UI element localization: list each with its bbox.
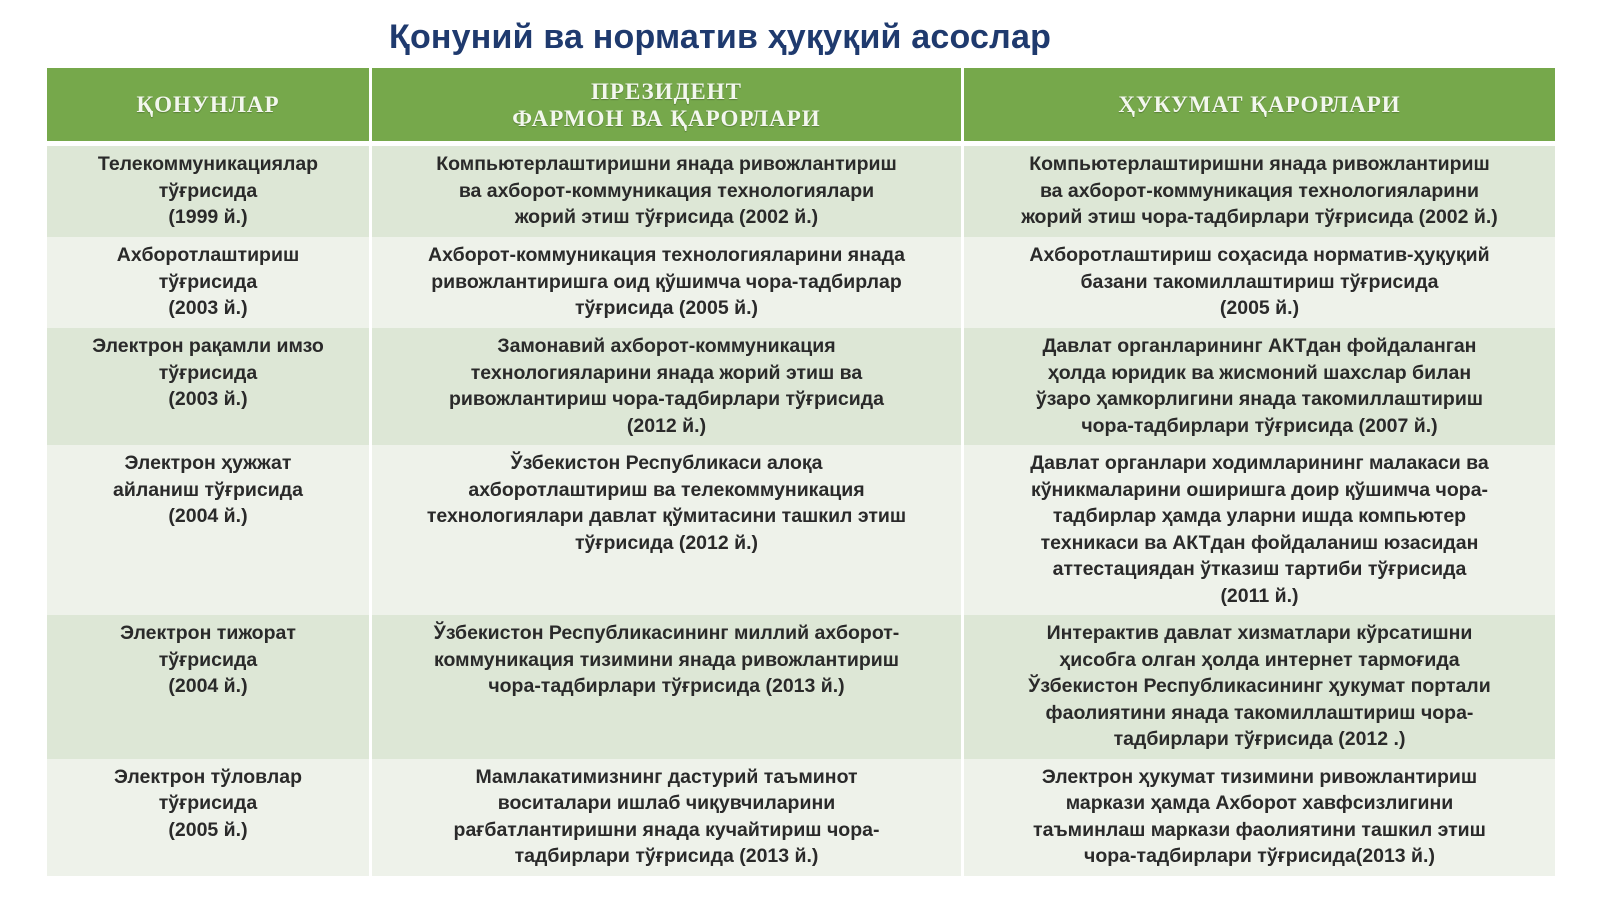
government-resolution-cell: Давлат органларининг АКТдан фойдаланган ҳолда юридик ва жисмоний шахслар билан ўзаро ҳамкорлигини янада такомиллаштириш чора-тадбирлари тўғрисида (2007 й.) [963,328,1557,445]
president-decree-cell: Ахборот-коммуникация технологияларини янада ривожлантиришга оид қўшимча чора-тадбирлар тўғрисида (2005 й.) [371,237,963,328]
legal-basis-table [44,68,1558,876]
law-cell: Электрон тўловлар тўғрисида (2005 й.) [46,759,371,876]
table-row [46,328,1557,445]
president-decree-cell: Компьютерлаштиришни янада ривожлантириш ва ахборот-коммуникация технологиялари жорий этиш тўғрисида (2002 й.) [371,144,963,238]
president-decree-cell: Замонавий ахборот-коммуникация технологияларини янада жорий этиш ва ривожлантириш чора-тадбирлари тўғрисида (2012 й.) [371,328,963,445]
column-header-government-resolutions: ҲУКУМАТ ҚАРОРЛАРИ [963,68,1557,144]
government-resolution-cell: Компьютерлаштиришни янада ривожлантириш ва ахборот-коммуникация технологияларини жорий этиш чора-тадбирлари тўғрисида (2002 й.) [963,144,1557,238]
table-header-row [46,68,1557,144]
government-resolution-cell: Интерактив давлат хизматлари кўрсатишни ҳисобга олган ҳолда интернет тармоғида Ўзбекистон Республикасининг ҳукумат портали фаолиятини янада такомиллаштириш чора- тадбирлари тўғрисида (2012 .) [963,615,1557,759]
law-cell: Электрон тижорат тўғрисида (2004 й.) [46,615,371,759]
government-resolution-cell: Ахборотлаштириш соҳасида норматив-ҳуқуқий базани такомиллаштириш тўғрисида (2005 й.) [963,237,1557,328]
law-cell: Телекоммуникациялар тўғрисида (1999 й.) [46,144,371,238]
slide-title: Қонуний ва норматив ҳуқуқий асослар [389,18,1052,56]
table-row [46,144,1557,238]
president-decree-cell: Мамлакатимизнинг дастурий таъминот воситалари ишлаб чиқувчиларини рағбатлантиришни янада кучайтириш чора- тадбирлари тўғрисида (2013 й.) [371,759,963,876]
table-row [46,445,1557,615]
president-decree-cell: Ўзбекистон Республикасининг миллий ахборот- коммуникация тизимини янада ривожлантириш чора-тадбирлари тўғрисида (2013 й.) [371,615,963,759]
president-decree-cell: Ўзбекистон Республикаси алоқа ахборотлаштириш ва телекоммуникация технологиялари давлат қўмитасини ташкил этиш тўғрисида (2012 й.) [371,445,963,615]
column-header-laws: ҚОНУНЛАР [46,68,371,144]
government-resolution-cell: Электрон ҳукумат тизимини ривожлантириш маркази ҳамда Ахборот хавфсизлигини таъминлаш маркази фаолиятини ташкил этиш чора-тадбирлари тўғрисида(2013 й.) [963,759,1557,876]
law-cell: Ахборотлаштириш тўғрисида (2003 й.) [46,237,371,328]
table-row [46,615,1557,759]
law-cell: Электрон рақамли имзо тўғрисида (2003 й.) [46,328,371,445]
table-row [46,237,1557,328]
table-row [46,759,1557,876]
column-header-president-decrees: ПРЕЗИДЕНТ ФАРМОН ВА ҚАРОРЛАРИ [371,68,963,144]
law-cell: Электрон ҳужжат айланиш тўғрисида (2004 й.) [46,445,371,615]
government-resolution-cell: Давлат органлари ходимларининг малакаси ва кўникмаларини оширишга доир қўшимча чора- тадбирлар ҳамда уларни ишда компьютер техникаси ва АКТдан фойдаланиш юзасидан аттестациядан ўтказиш тартиби тўғрисида (2011 й.) [963,445,1557,615]
